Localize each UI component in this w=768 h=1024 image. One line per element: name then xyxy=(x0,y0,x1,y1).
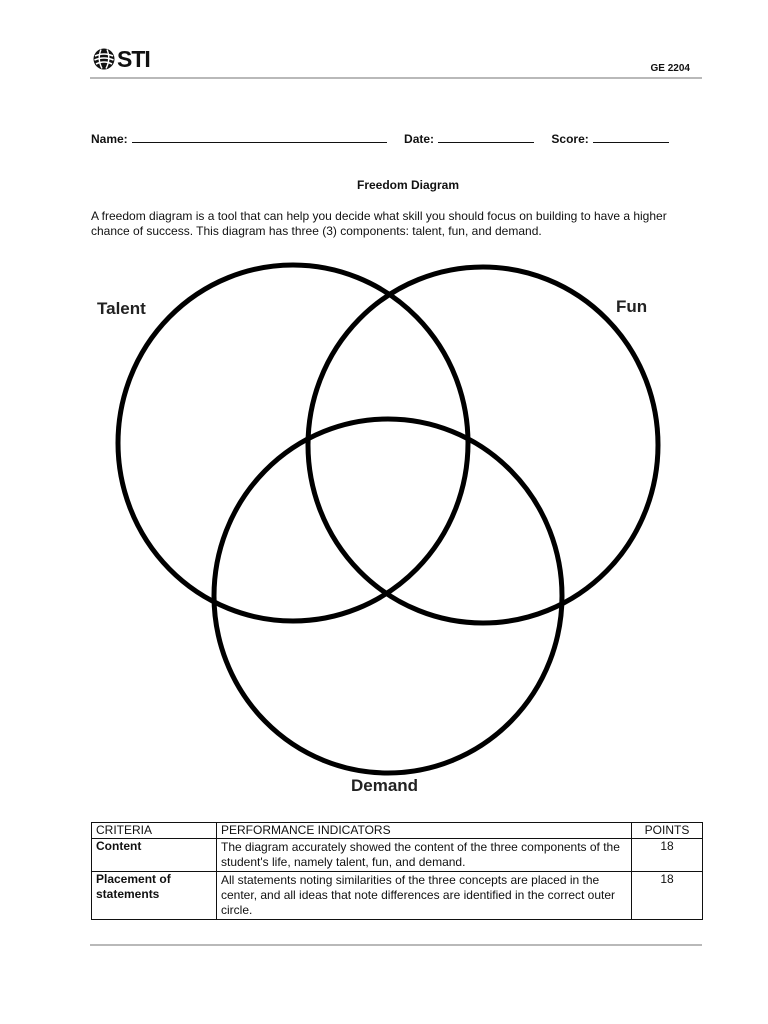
footer-rule xyxy=(90,944,702,946)
criteria-cell: Content xyxy=(92,839,217,872)
points-header: POINTS xyxy=(632,823,703,839)
rubric-header-row xyxy=(92,823,703,839)
criteria-cell: Placement of statements xyxy=(92,872,217,920)
header-rule xyxy=(90,77,702,79)
globe-icon xyxy=(92,47,116,71)
table-row xyxy=(92,872,703,920)
score-field[interactable] xyxy=(551,130,668,146)
talent-label: Talent xyxy=(97,299,146,318)
table-row xyxy=(92,839,703,872)
student-fields xyxy=(91,130,669,146)
rubric-table xyxy=(91,822,703,920)
indicators-header: PERFORMANCE INDICATORS xyxy=(217,823,632,839)
document-title: Freedom Diagram xyxy=(356,178,460,192)
points-cell: 18 xyxy=(632,872,703,920)
fun-label: Fun xyxy=(616,297,648,316)
sti-logo xyxy=(92,46,150,72)
date-blank[interactable] xyxy=(438,130,534,143)
name-blank[interactable] xyxy=(132,130,387,143)
talent-circle xyxy=(118,265,468,621)
name-label: Name: xyxy=(91,132,128,146)
score-label: Score: xyxy=(551,132,589,146)
demand-label: Demand xyxy=(351,776,419,795)
logo-text: STI xyxy=(117,46,150,72)
course-code: GE 2204 xyxy=(650,63,690,74)
freedom-venn-diagram xyxy=(90,255,680,800)
indicator-cell: The diagram accurately showed the content of the three components of the student's life, namely talent, fun, and demand. xyxy=(217,839,632,872)
criteria-header: CRITERIA xyxy=(92,823,217,839)
indicator-cell: All statements noting similarities of the three concepts are placed in the center, and all ideas that note differences are identified in the correct outer circle. xyxy=(217,872,632,920)
date-label: Date: xyxy=(404,132,435,146)
score-blank[interactable] xyxy=(593,130,669,143)
intro-paragraph: A freedom diagram is a tool that can help you decide what skill you should focus on building to have a higher chance of success. This diagram has three (3) components: talent, fun, and demand. xyxy=(91,209,667,238)
name-field[interactable] xyxy=(91,130,387,146)
date-field[interactable] xyxy=(404,130,534,146)
points-cell: 18 xyxy=(632,839,703,872)
